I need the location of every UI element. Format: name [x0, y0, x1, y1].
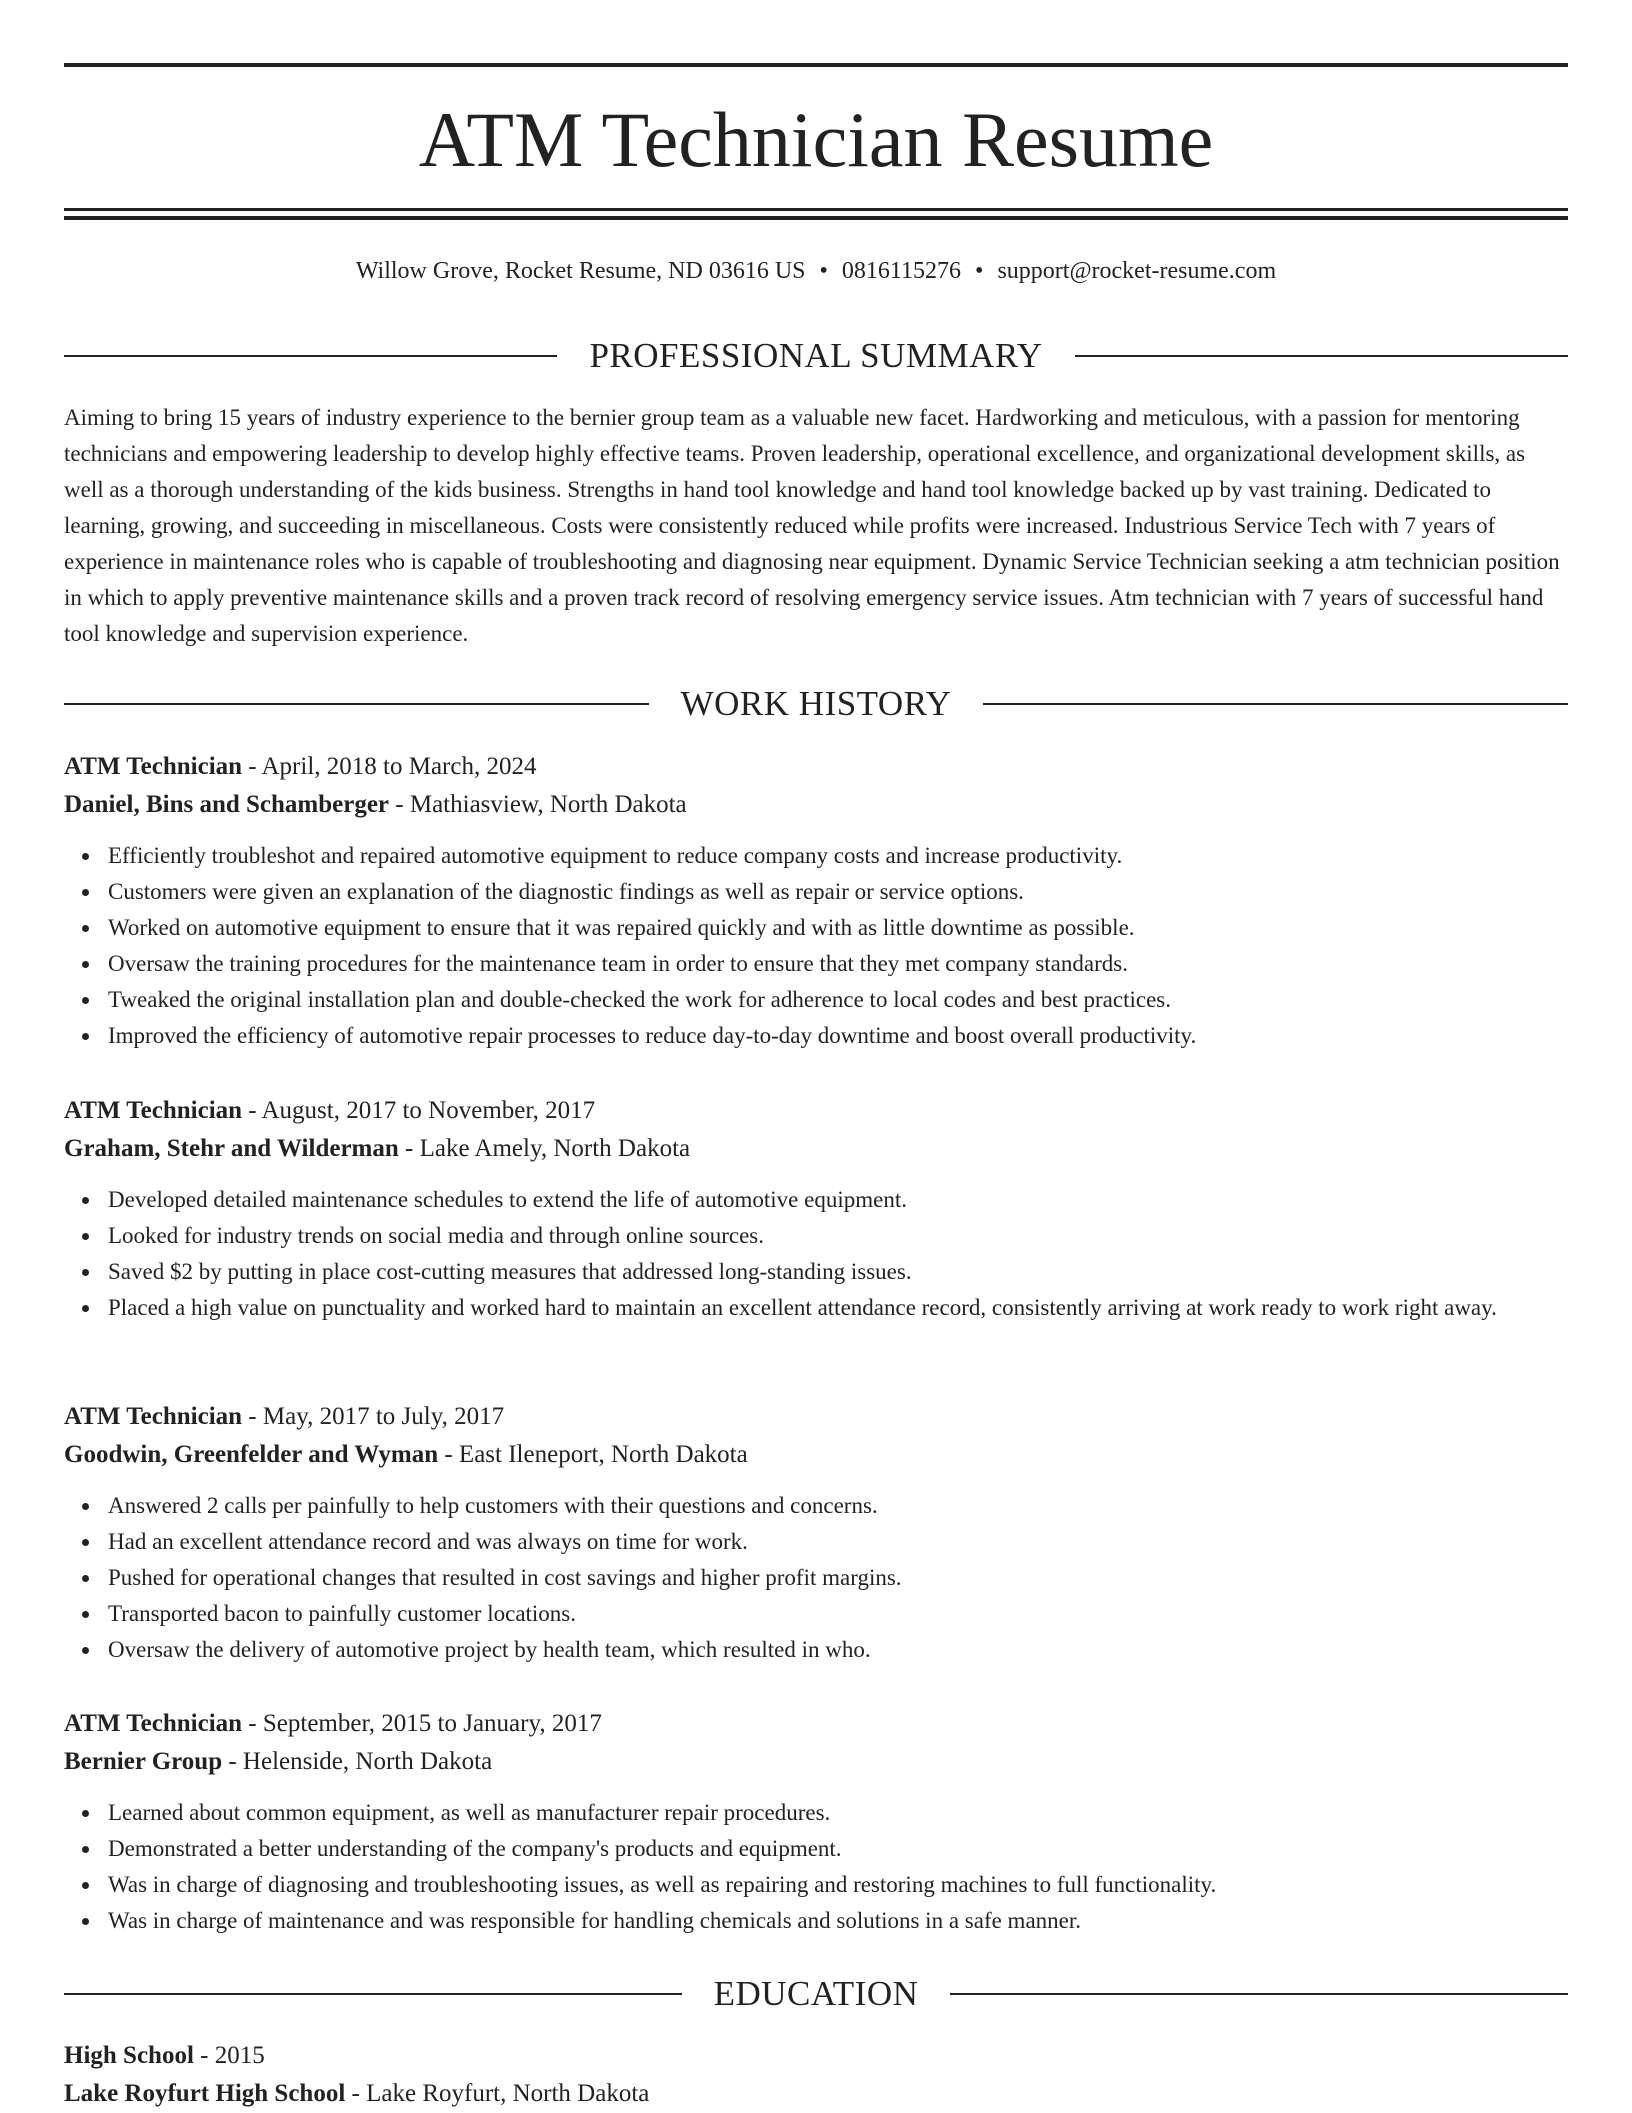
job-location: - Helenside, North Dakota: [222, 1748, 493, 1775]
job-bullet: Was in charge of diagnosing and troubleshooting issues, as well as repairing and restoring machines to full functionality.: [108, 1867, 1568, 1903]
job-bullet: Tweaked the original installation plan and double-checked the work for adherence to local codes and best practices.: [108, 982, 1568, 1018]
job-bullet: Transported bacon to painfully customer locations.: [108, 1596, 1568, 1632]
job-bullet: Oversaw the delivery of automotive project by health team, which resulted in who.: [108, 1632, 1568, 1668]
heading-rule-left: [64, 703, 649, 705]
job-title: ATM Technician: [64, 1097, 243, 1124]
page-title: ATM Technician Resume: [418, 96, 1214, 183]
contact-phone: 0816115276: [841, 258, 962, 284]
heading-rule-right: [1075, 355, 1568, 357]
job-location: - Lake Amely, North Dakota: [398, 1135, 691, 1162]
job-dates: - May, 2017 to July, 2017: [242, 1403, 505, 1430]
job-title-line: [64, 1398, 1568, 1436]
job-bullets: [64, 1488, 1568, 1668]
job-bullet: Learned about common equipment, as well as manufacturer repair procedures.: [108, 1795, 1568, 1831]
education-school: Lake Royfurt High School: [64, 2080, 346, 2107]
job-bullet: Pushed for operational changes that resulted in cost savings and higher profit margins.: [108, 1560, 1568, 1596]
job-dates: - August, 2017 to November, 2017: [242, 1097, 596, 1124]
contact-separator: •: [819, 258, 828, 284]
job-dates: - April, 2018 to March, 2024: [242, 753, 537, 780]
job-entry: [64, 1705, 1568, 1939]
job-entry: [64, 1398, 1568, 1668]
job-location: - Mathiasview, North Dakota: [389, 791, 687, 818]
job-bullet: Demonstrated a better understanding of the company's products and equipment.: [108, 1831, 1568, 1867]
job-bullet: Had an excellent attendance record and was always on time for work.: [108, 1524, 1568, 1560]
job-entry: [64, 1092, 1568, 1326]
job-company: Graham, Stehr and Wilderman: [64, 1135, 399, 1162]
job-bullet: Answered 2 calls per painfully to help customers with their questions and concerns.: [108, 1488, 1568, 1524]
contact-line: [64, 254, 1568, 288]
job-company-line: [64, 1743, 1568, 1781]
top-rule: [64, 63, 1568, 67]
job-title: ATM Technician: [64, 753, 243, 780]
heading-rule-right: [950, 1993, 1568, 1995]
job-title: ATM Technician: [64, 1710, 243, 1737]
job-bullets: [64, 1795, 1568, 1939]
job-title-line: [64, 748, 1568, 786]
job-bullet: Worked on automotive equipment to ensure that it was repaired quickly and with as little downtime as possible.: [108, 910, 1568, 946]
job-dates: - September, 2015 to January, 2017: [242, 1710, 602, 1737]
job-bullet: Placed a high value on punctuality and worked hard to maintain an excellent attendance record, consistently arriving at work ready to work right away.: [108, 1290, 1568, 1326]
job-company-line: [64, 786, 1568, 824]
job-bullet: Oversaw the training procedures for the maintenance team in order to ensure that they met company standards.: [108, 946, 1568, 982]
education-degree: High School: [64, 2042, 194, 2069]
job-bullet: Customers were given an explanation of the diagnostic findings as well as repair or service options.: [108, 874, 1568, 910]
heading-rule-right: [983, 703, 1568, 705]
education-degree-line: [64, 2037, 1568, 2075]
heading-rule-left: [64, 1993, 682, 1995]
job-title-line: [64, 1092, 1568, 1130]
education-entry: [64, 2037, 1568, 2113]
contact-email: support@rocket-resume.com: [997, 258, 1277, 284]
job-bullet: Was in charge of maintenance and was responsible for handling chemicals and solutions in a safe manner.: [108, 1903, 1568, 1939]
job-company: Bernier Group: [64, 1748, 223, 1775]
summary-heading-label: PROFESSIONAL SUMMARY: [589, 336, 1043, 375]
job-bullet: Improved the efficiency of automotive repair processes to reduce day-to-day downtime and boost overall productivity.: [108, 1018, 1568, 1054]
heading-rule-left: [64, 355, 557, 357]
job-bullet: Saved $2 by putting in place cost-cutting measures that addressed long-standing issues.: [108, 1254, 1568, 1290]
contact-address: Willow Grove, Rocket Resume, ND 03616 US: [355, 258, 806, 284]
work-history-heading-label: WORK HISTORY: [680, 684, 952, 723]
education-heading: [64, 1974, 1568, 2014]
title-double-rule: [64, 208, 1568, 220]
education-school-line: [64, 2075, 1568, 2113]
contact-separator: •: [975, 258, 984, 284]
summary-heading: [64, 336, 1568, 376]
job-entry: [64, 748, 1568, 1054]
job-bullet: Looked for industry trends on social media and through online sources.: [108, 1218, 1568, 1254]
job-bullet: Developed detailed maintenance schedules to extend the life of automotive equipment.: [108, 1182, 1568, 1218]
education-year: - 2015: [193, 2042, 265, 2069]
education-heading-label: EDUCATION: [713, 1974, 919, 2013]
job-location: - East Ileneport, North Dakota: [438, 1441, 748, 1468]
education-location: - Lake Royfurt, North Dakota: [345, 2080, 650, 2107]
work-history-heading: [64, 684, 1568, 724]
job-company-line: [64, 1436, 1568, 1474]
summary-text: Aiming to bring 15 years of industry experience to the bernier group team as a valuable new facet. Hardworking and meticulous, with a passion for mentoring technicians and empowering leadership to develop highly effective teams. Proven leadership, operational excellence, and organizational development skills, as well as a thorough understanding of the kids business. Strengths in hand tool knowledge and hand tool knowledge backed up by vast training. Dedicated to learning, growing, and succeeding in miscellaneous. Costs were consistently reduced while profits were increased. Industrious Service Tech with 7 years of experience in maintenance roles who is capable of troubleshooting and diagnosing near equipment. Dynamic Service Technician seeking a atm technician position in which to apply preventive maintenance skills and a proven track record of resolving emergency service issues. Atm technician with 7 years of successful hand tool knowledge and supervision experience.: [64, 405, 1560, 646]
job-company: Goodwin, Greenfelder and Wyman: [64, 1441, 439, 1468]
job-bullets: [64, 838, 1568, 1054]
job-bullets: [64, 1182, 1568, 1326]
job-company-line: [64, 1130, 1568, 1168]
job-company: Daniel, Bins and Schamberger: [64, 791, 390, 818]
job-bullet: Efficiently troubleshot and repaired automotive equipment to reduce company costs and increase productivity.: [108, 838, 1568, 874]
job-title: ATM Technician: [64, 1403, 243, 1430]
job-title-line: [64, 1705, 1568, 1743]
